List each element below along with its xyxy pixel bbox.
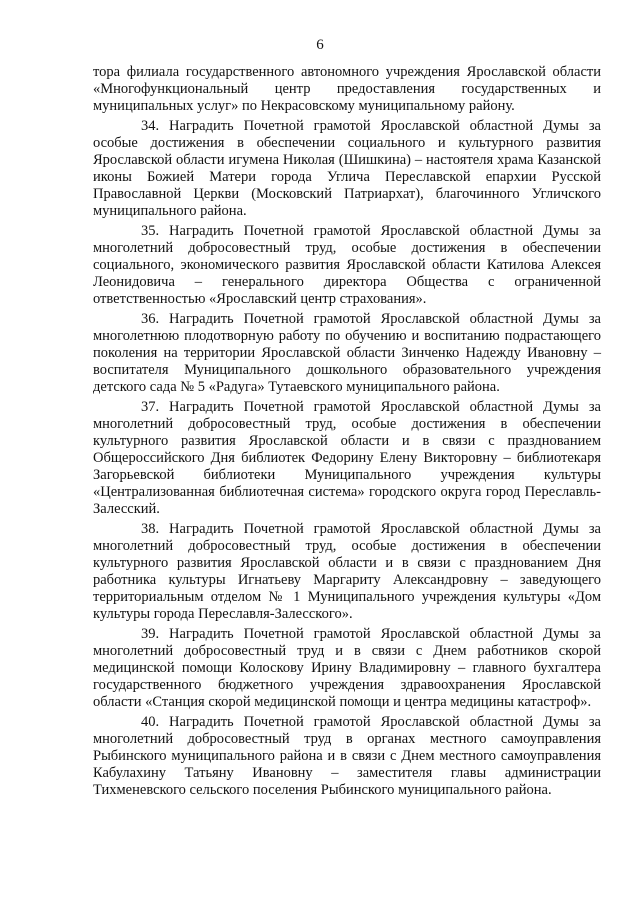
document-body [93, 64, 601, 802]
paragraph-item-39: 39. Наградить Почетной грамотой Ярославской областной Думы за многолетний добросовестный труд и в связи с Днем работников скорой медицинской помощи Колоскову Ирину Владимировну – главного бухгалтера государственного бюджетного учреждения здравоохранения Ярославской области «Станция скорой медицинской помощи и центра медицины катастроф». [93, 626, 601, 710]
page-number: 6 [316, 37, 324, 53]
paragraph-item-36: 36. Наградить Почетной грамотой Ярославской областной Думы за многолетнюю плодотворную работу по обучению и воспитанию подрастающего поколения на территории Ярославской области Зинченко Надежду Ивановну – воспитателя Муниципального дошкольного образовательного учреждения детского сада № 5 «Радуга» Тутаевского муниципального района. [93, 311, 601, 395]
paragraph-item-35: 35. Наградить Почетной грамотой Ярославской областной Думы за многолетний добросовестный труд, особые достижения в обеспечении социального, экономического развития Ярославской области Катилова Алексея Леонидовича – генерального директора Общества с ограниченной ответственностью «Ярославский центр страхования». [93, 223, 601, 307]
paragraph-item-38: 38. Наградить Почетной грамотой Ярославской областной Думы за многолетний добросовестный труд, особые достижения в обеспечении культурного развития Ярославской области и в связи с празднованием Дня работника культуры Игнатьеву Маргариту Александровну – заведующего территориальным отделом № 1 Муниципального учреждения культуры «Дом культуры города Переславля-Залесского». [93, 521, 601, 622]
paragraph-continuation: тора филиала государственного автономного учреждения Ярославской области «Многофункциональный центр предоставления государственных и муниципальных услуг» по Некрасовскому муниципальному району. [93, 64, 601, 114]
paragraph-item-37: 37. Наградить Почетной грамотой Ярославской областной Думы за многолетний добросовестный труд, особые достижения в обеспечении культурного развития Ярославской области и в связи с празднованием Общероссийского Дня библиотек Федорину Елену Викторовну – библиотекаря Загорьевской библиотеки Муниципального учреждения культуры «Централизованная библиотечная система» городского округа город Переславль-Залесский. [93, 399, 601, 517]
paragraph-item-34: 34. Наградить Почетной грамотой Ярославской областной Думы за особые достижения в обеспечении социального и культурного развития Ярославской области игумена Николая (Шишкина) – настоятеля храма Казанской иконы Божией Матери города Углича Переславской епархии Русской Православной Церкви (Московский Патриархат), благочинного Угличского муниципального района. [93, 118, 601, 219]
paragraph-item-40: 40. Наградить Почетной грамотой Ярославской областной Думы за многолетний добросовестный труд в органах местного самоуправления Рыбинского муниципального района и в связи с Днем местного самоуправления Кабулахину Татьяну Ивановну – заместителя главы администрации Тихменевского сельского поселения Рыбинского муниципального района. [93, 714, 601, 798]
